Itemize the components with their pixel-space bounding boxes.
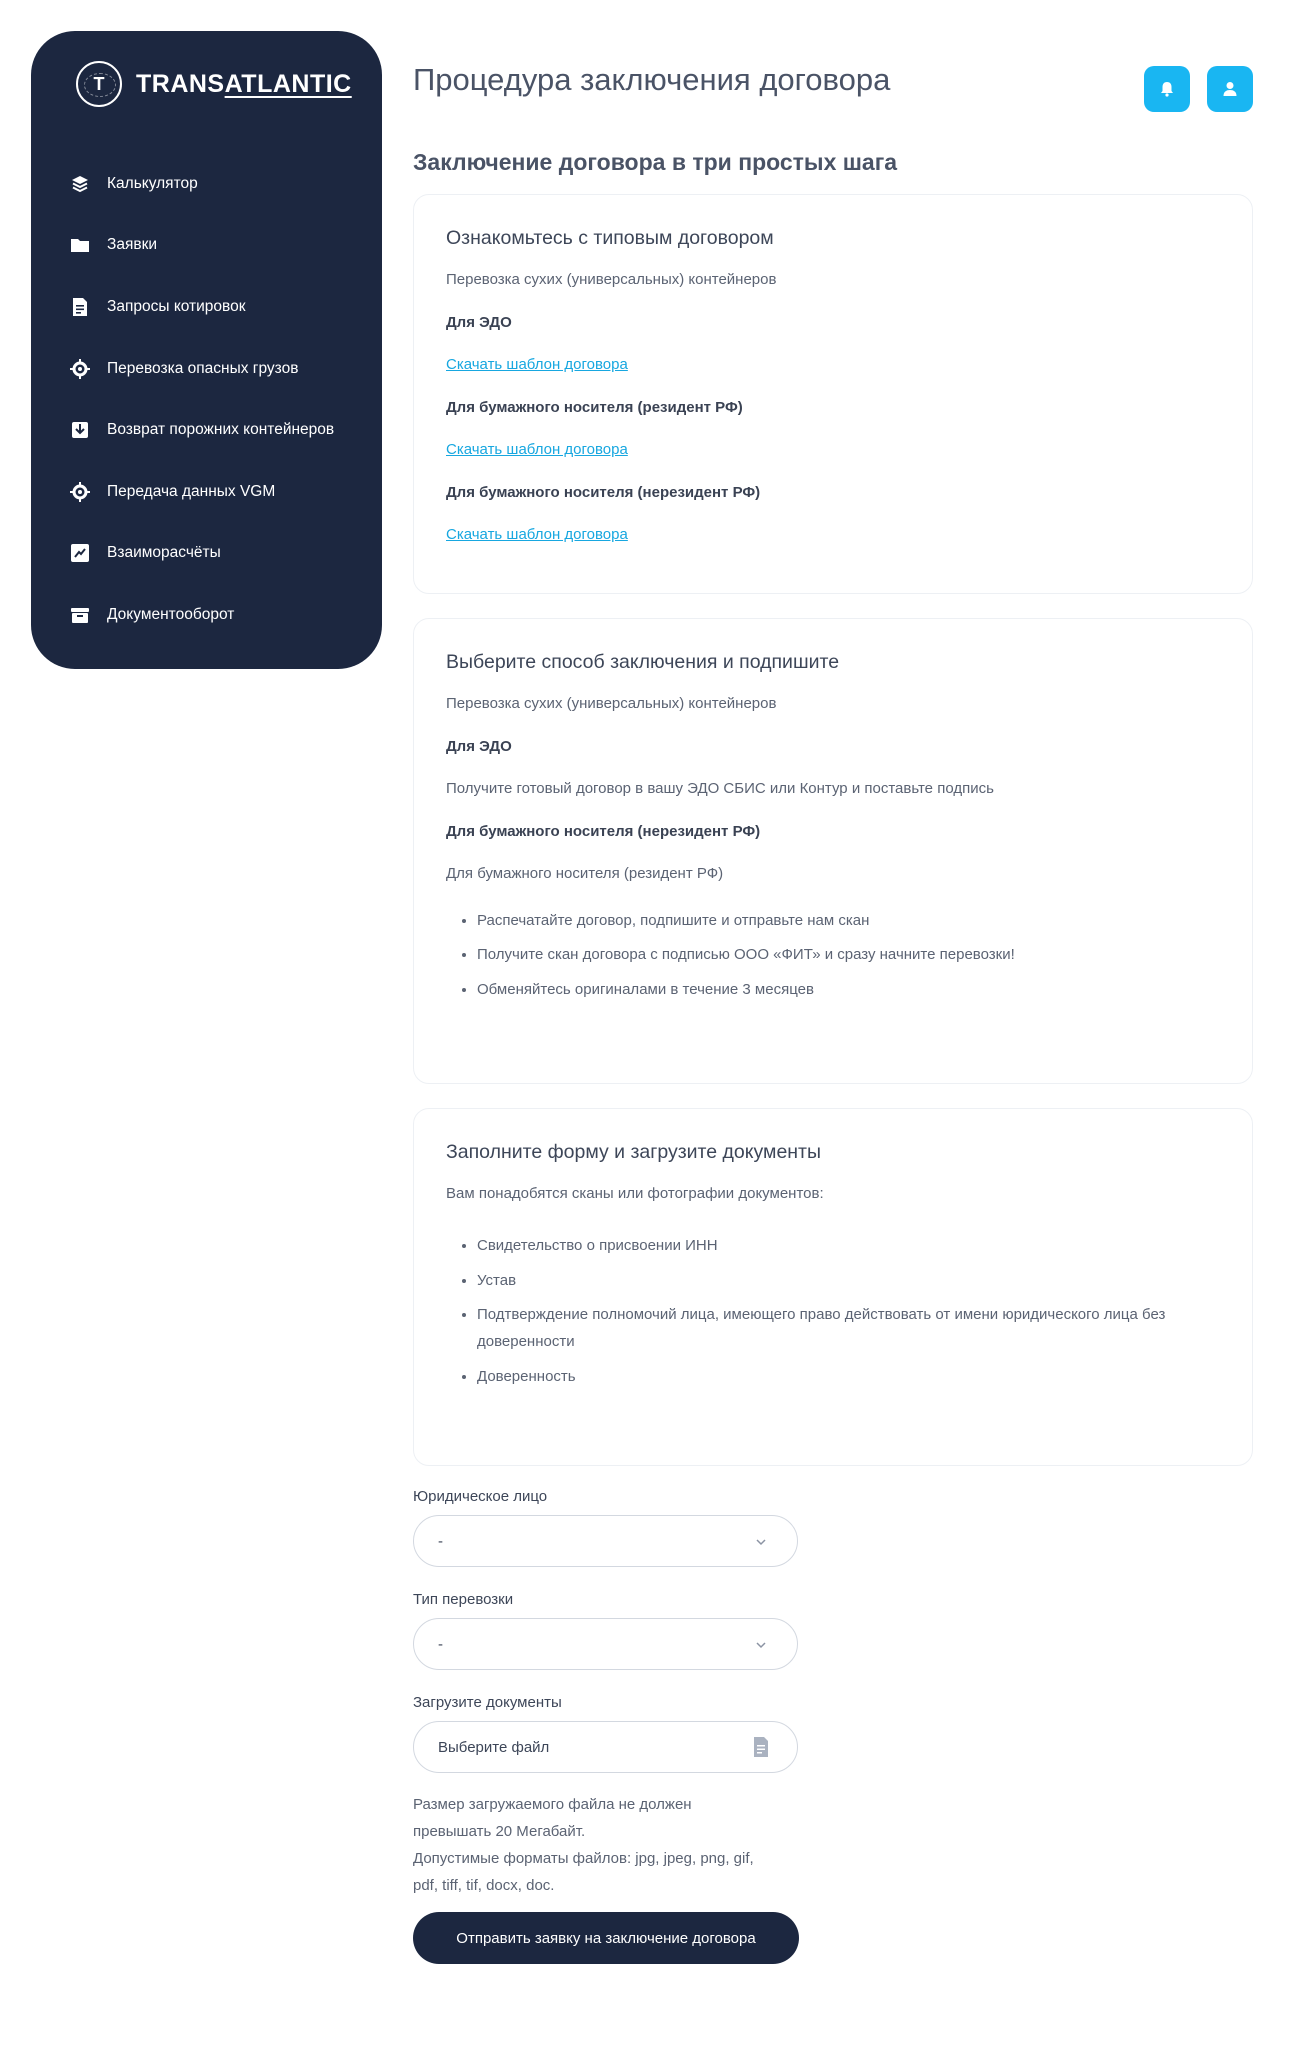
bell-icon [1158, 80, 1176, 98]
transport-type-label: Тип перевозки [413, 1591, 514, 1608]
notifications-button[interactable] [1144, 66, 1190, 112]
file-upload-input[interactable] [413, 1721, 798, 1773]
chart-icon [69, 542, 91, 564]
target-icon [69, 358, 91, 380]
sidebar-item-calculator[interactable] [69, 153, 369, 215]
list-item: Обменяйтесь оригиналами в течение 3 месяцев [462, 976, 1220, 1003]
step2-edo-text: Получите готовый договор в вашу ЭДО СБИС или Контур и поставьте подпись [446, 780, 994, 797]
layers-icon [69, 173, 91, 195]
sidebar-item-label: Запросы котировок [107, 297, 246, 315]
sidebar-item-requests[interactable] [69, 215, 369, 277]
sidebar-item-label: Передача данных VGM [107, 482, 276, 500]
logo-text-part2: ATLANTIC [224, 69, 352, 98]
step2-title: Выберите способ заключения и подпишите [446, 651, 840, 673]
step3-intro: Вам понадобятся сканы или фотографии документов: [446, 1185, 824, 1202]
step1-subtitle: Перевозка сухих (универсальных) контейнеров [446, 271, 777, 288]
list-item: Доверенность [462, 1363, 1220, 1390]
upload-note [413, 1791, 808, 1899]
sidebar-item-label: Документооборот [107, 605, 235, 623]
list-item: Получите скан договора с подписью ООО «ФИТ» и сразу начните перевозки! [462, 941, 1220, 968]
sidebar-item-documents[interactable] [69, 584, 369, 646]
step2-paper-resident-text: Для бумажного носителя (резидент РФ) [446, 865, 724, 882]
section-subtitle: Заключение договора в три простых шага [413, 149, 898, 175]
sidebar-nav [69, 153, 369, 646]
document-icon [69, 296, 91, 318]
page-title: Процедура заключения договора [413, 62, 891, 97]
step3-card [413, 1108, 1253, 1466]
logo-text [136, 70, 352, 99]
legal-entity-label: Юридическое лицо [413, 1488, 548, 1505]
upload-note-line: превышать 20 Мегабайт. [413, 1823, 586, 1840]
sidebar-item-label: Взаиморасчёты [107, 544, 221, 562]
sidebar-item-vgm[interactable] [69, 461, 369, 523]
file-upload-button-label: Выберите файл [438, 1738, 550, 1756]
sidebar-item-label: Заявки [107, 236, 158, 254]
step3-bullets [462, 1232, 1220, 1390]
step2-card [413, 618, 1253, 1084]
step1-paper-resident-label: Для бумажного носителя (резидент РФ) [446, 398, 743, 416]
transport-type-value: - [438, 1635, 443, 1653]
transport-type-select[interactable] [413, 1618, 798, 1670]
logo-globe-icon [76, 61, 122, 107]
step2-edo-label: Для ЭДО [446, 737, 512, 755]
download-template-resident-link[interactable]: Скачать шаблон договора [446, 441, 628, 458]
chevron-down-icon [755, 1639, 767, 1651]
download-box-icon [69, 419, 91, 441]
download-template-nonresident-link[interactable]: Скачать шаблон договора [446, 526, 628, 543]
download-template-edo-link[interactable]: Скачать шаблон договора [446, 356, 628, 373]
upload-label: Загрузите документы [413, 1694, 562, 1711]
user-icon [1221, 80, 1239, 98]
sidebar-item-label: Калькулятор [107, 174, 198, 192]
step1-card [413, 194, 1253, 594]
target-icon [69, 481, 91, 503]
step2-paper-nonresident-label: Для бумажного носителя (нерезидент РФ) [446, 822, 761, 840]
sidebar [31, 31, 382, 669]
archive-icon [69, 604, 91, 626]
folder-icon [69, 234, 91, 256]
profile-button[interactable] [1207, 66, 1253, 112]
sidebar-item-quotes[interactable] [69, 276, 369, 338]
step2-subtitle: Перевозка сухих (универсальных) контейнеров [446, 695, 777, 712]
logo[interactable] [76, 61, 352, 107]
step2-bullets [462, 907, 1220, 1003]
sidebar-item-empty-return[interactable] [69, 399, 369, 461]
list-item: Свидетельство о присвоении ИНН [462, 1232, 1220, 1259]
file-icon [751, 1736, 771, 1758]
upload-note-line: pdf, tiff, tif, docx, doc. [413, 1877, 555, 1894]
list-item: Подтверждение полномочий лица, имеющего право действовать от имени юридического лица без доверенности [462, 1301, 1220, 1355]
sidebar-item-settlements[interactable] [69, 523, 369, 585]
legal-entity-select[interactable] [413, 1515, 798, 1567]
step1-title: Ознакомьтесь с типовым договором [446, 227, 774, 249]
sidebar-item-label: Перевозка опасных грузов [107, 359, 299, 377]
list-item: Распечатайте договор, подпишите и отправьте нам скан [462, 907, 1220, 934]
submit-button[interactable]: Отправить заявку на заключение договора [413, 1912, 799, 1964]
logo-letter: T [93, 73, 105, 94]
legal-entity-value: - [438, 1532, 443, 1550]
step3-title: Заполните форму и загрузите документы [446, 1141, 822, 1163]
list-item: Устав [462, 1267, 1220, 1294]
upload-note-line: Размер загружаемого файла не должен [413, 1796, 692, 1813]
upload-note-line: Допустимые форматы файлов: jpg, jpeg, png, gif, [413, 1850, 754, 1867]
step1-edo-label: Для ЭДО [446, 313, 512, 331]
step1-paper-nonresident-label: Для бумажного носителя (нерезидент РФ) [446, 483, 761, 501]
chevron-down-icon [755, 1536, 767, 1548]
sidebar-item-dangerous-cargo[interactable] [69, 338, 369, 400]
sidebar-item-label: Возврат порожних контейнеров [107, 421, 335, 439]
logo-text-part1: TRANS [136, 69, 225, 98]
